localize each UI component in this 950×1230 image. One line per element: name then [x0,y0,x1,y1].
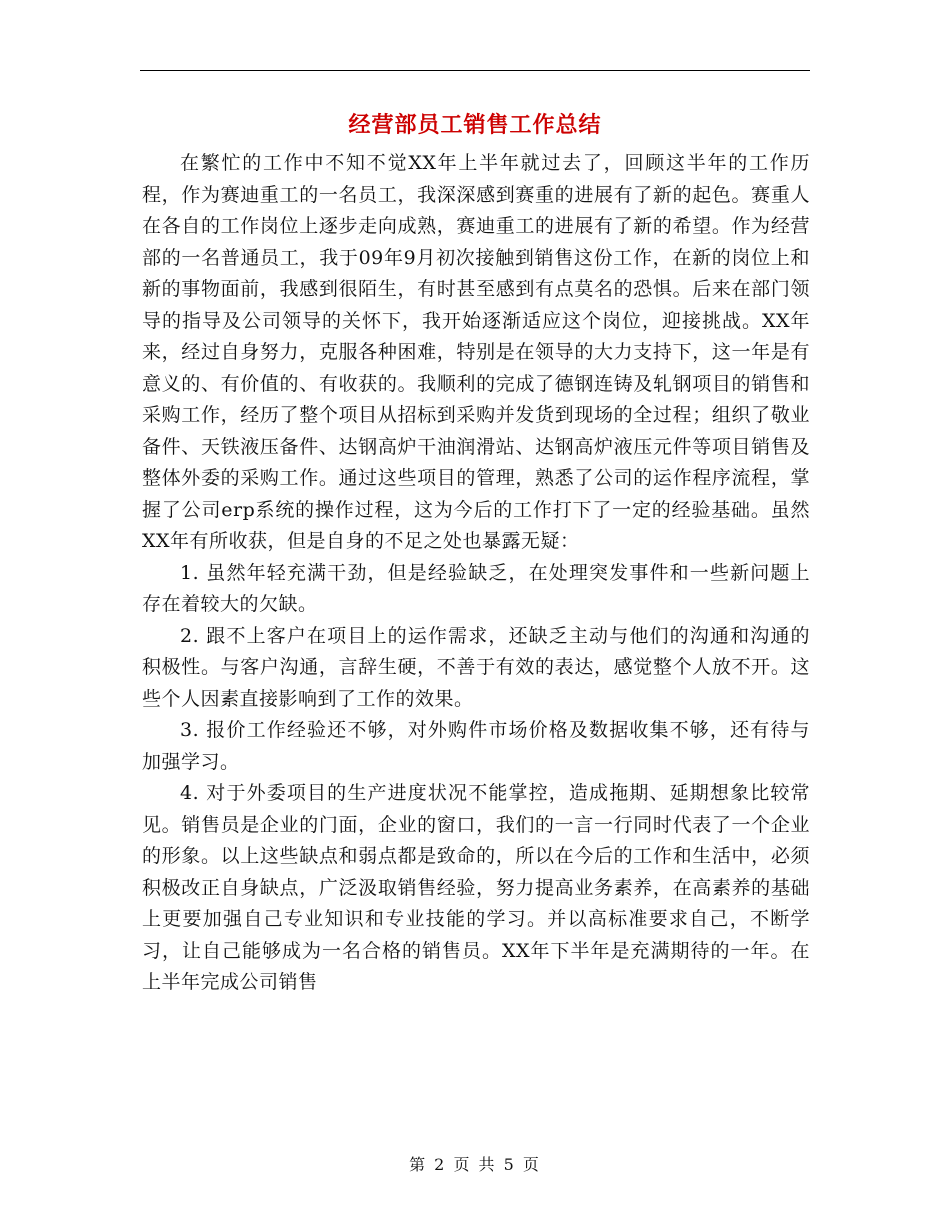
document-body [142,148,810,999]
paragraph-item-3: 3. 报价工作经验还不够，对外购件市场价格及数据收集不够，还有待与加强学习。 [142,719,810,773]
paragraph-item-1: 1. 虽然年轻充满干劲，但是经验缺乏，在处理突发事件和一些新问题上存在着较大的欠缺。 [142,561,810,615]
header-rule [140,70,810,71]
page-number-footer: 第 2 页 共 5 页 [409,1155,541,1174]
document-title: 经营部员工销售工作总结 [348,113,602,138]
paragraph-intro: 在繁忙的工作中不知不觉XX年上半年就过去了，回顾这半年的工作历程，作为赛迪重工的一名员工，我深深感到赛重的进展有了新的起色。赛重人在各自的工作岗位上逐步走向成熟，赛迪重工的进展有了新的希望。作为经营部的一名普通员工，我于09年9月初次接触到销售这份工作，在新的岗位上和新的事物面前，我感到很陌生，有时甚至感到有点莫名的恐惧。后来在部门领导的指导及公司领导的关怀下，我开始逐渐适应这个岗位，迎接挑战。XX年来，经过自身努力，克服各种困难，特别是在领导的大力支持下，这一年是有意义的、有价值的、有收获的。我顺利的完成了德钢连铸及轧钢项目的销售和采购工作，经历了整个项目从招标到采购并发货到现场的全过程；组织了敬业备件、天铁液压备件、达钢高炉干油润滑站、达钢高炉液压元件等项目销售及整体外委的采购工作。通过这些项目的管理，熟悉了公司的运作程序流程，掌握了公司erp系统的操作过程，这为今后的工作打下了一定的经验基础。虽然XX年有所收获，但是自身的不足之处也暴露无疑： [142,152,810,552]
paragraph-item-4: 4. 对于外委项目的生产进度状况不能掌控，造成拖期、延期想象比较常见。销售员是企业的门面，企业的窗口，我们的一言一行同时代表了一个企业的形象。以上这些缺点和弱点都是致命的，所以在今后的工作和生活中，必须积极改正自身缺点，广泛汲取销售经验，努力提高业务素养，在高素养的基础上更要加强自己专业知识和专业技能的学习。并以高标准要求自己，不断学习，让自己能够成为一名合格的销售员。XX年下半年是充满期待的一年。在上半年完成公司销售 [142,782,810,993]
paragraph-item-2: 2. 跟不上客户在项目上的运作需求，还缺乏主动与他们的沟通和沟通的积极性。与客户沟通，言辞生硬，不善于有效的表达，感觉整个人放不开。这些个人因素直接影响到了工作的效果。 [142,624,810,710]
